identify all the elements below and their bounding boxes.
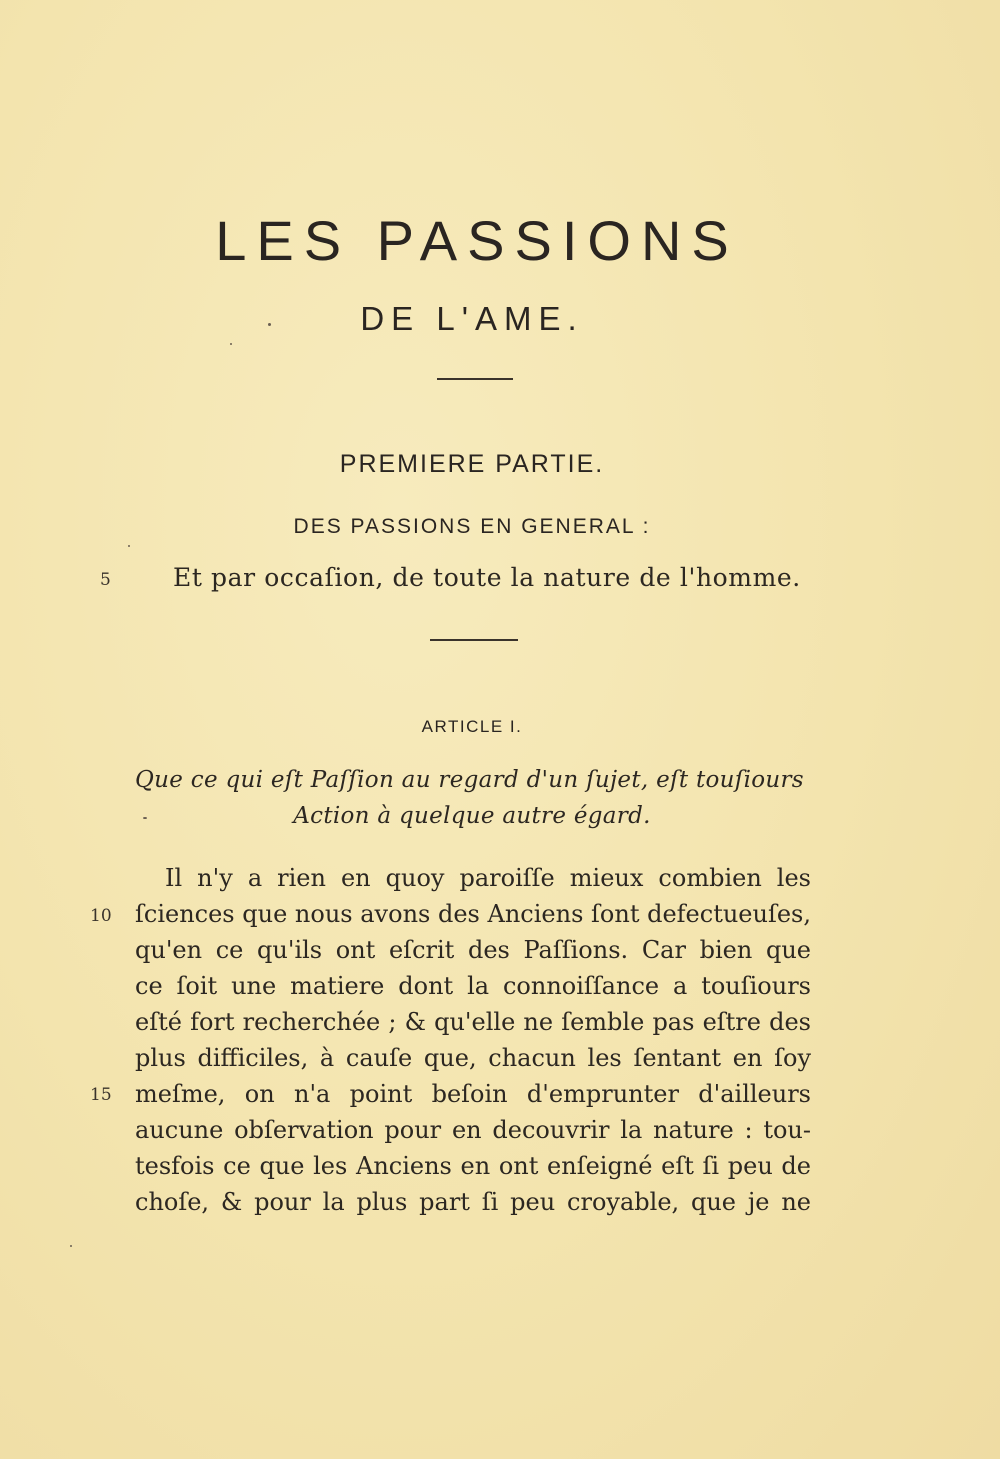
line-number: 5 xyxy=(100,570,111,590)
body-line: plus difficiles, à cauſe que, chacun les ſentant en ſoy xyxy=(135,1044,811,1072)
divider-rule xyxy=(430,639,518,641)
body-line: qu'en ce qu'ils ont eſcrit des Paſſions. Car bien que xyxy=(135,936,811,964)
paper-speck xyxy=(230,343,232,345)
paper-speck xyxy=(128,545,130,547)
section-heading: DES PASSIONS EN GENERAL : xyxy=(293,515,651,538)
article-title-line: Que ce qui eſt Paſſion au regard d'un ſujet, eſt touſiours xyxy=(135,767,804,793)
divider-rule xyxy=(437,378,513,380)
book-subtitle: DE L'AME. xyxy=(360,300,584,337)
paper-speck xyxy=(70,1245,72,1247)
line-number: 15 xyxy=(90,1085,112,1105)
body-line: Il n'y a rien en quoy paroiſſe mieux combien les xyxy=(165,864,811,892)
paper-speck xyxy=(268,323,271,326)
paper-speck xyxy=(143,817,147,819)
body-line: eſté fort recherchée ; & qu'elle ne ſemble pas eſtre des xyxy=(135,1008,811,1036)
article-title-line: Action à quelque autre égard. xyxy=(293,803,651,829)
part-heading: PREMIERE PARTIE. xyxy=(339,450,605,478)
section-subheading: Et par occaſion, de toute la nature de l'homme. xyxy=(173,563,801,592)
body-line: ce ſoit une matiere dont la connoiſſance a touſiours xyxy=(135,972,811,1000)
body-paragraph xyxy=(135,860,811,1220)
article-heading: ARTICLE I. xyxy=(421,717,523,736)
body-line: aucune obſervation pour en decouvrir la nature : tou- xyxy=(135,1116,811,1144)
line-number: 10 xyxy=(90,906,112,926)
body-line: ſciences que nous avons des Anciens ſont defectueuſes, xyxy=(135,900,811,928)
body-line: tesfois ce que les Anciens en ont enſeigné eſt ſi peu de xyxy=(135,1152,811,1180)
body-line: choſe, & pour la plus part ſi peu croyable, que je ne xyxy=(135,1188,811,1216)
body-line: meſme, on n'a point beſoin d'emprunter d'ailleurs xyxy=(135,1080,811,1108)
book-title: LES PASSIONS xyxy=(215,209,739,272)
